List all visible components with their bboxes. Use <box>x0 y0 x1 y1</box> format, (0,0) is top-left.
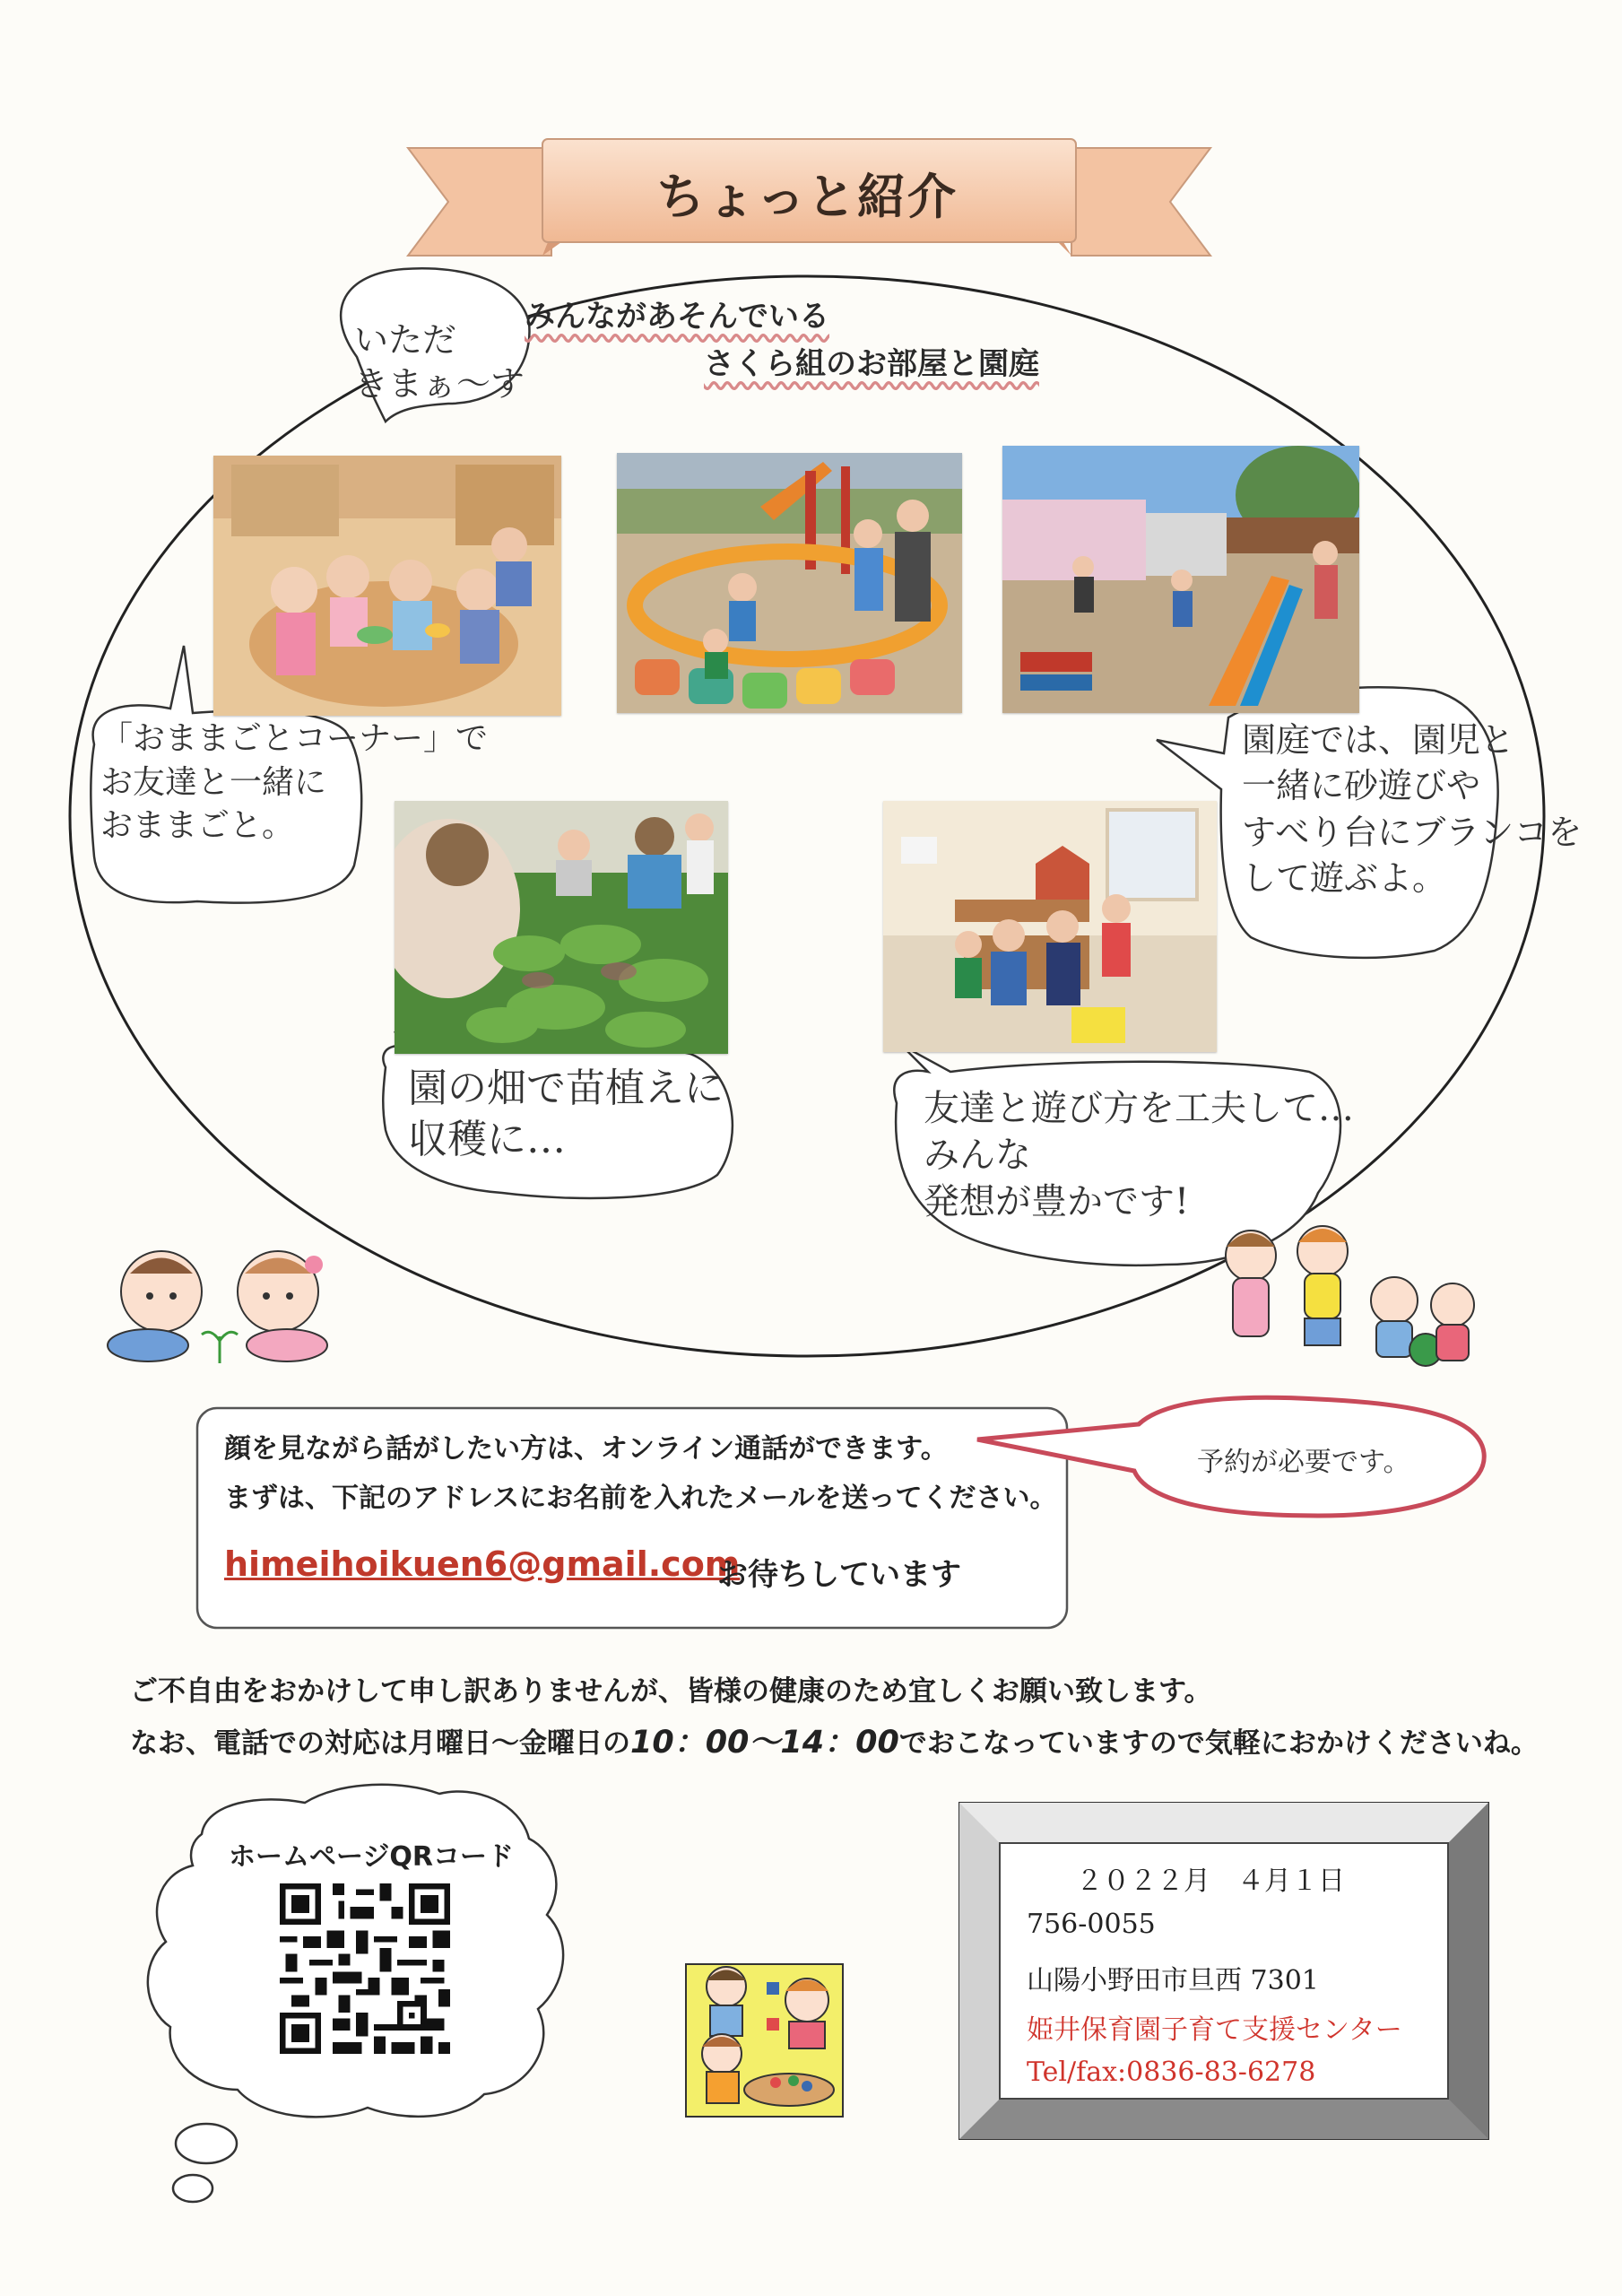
reservation-note: 予約が必要です。 <box>1197 1447 1410 1478</box>
notice-line-2-a: なお、電話での対応は月曜日～金曜日の <box>130 1727 630 1760</box>
await-text: お待ちしています <box>717 1557 961 1593</box>
online-info-line-2: まずは、下記のアドレスにお名前を入れたメールを送ってください。 <box>224 1483 1057 1514</box>
homepage-qr-code[interactable] <box>280 1883 450 2054</box>
notice-line-2 <box>130 1718 1539 1762</box>
kids-playing-illustration <box>1210 1215 1479 1372</box>
photo-playground <box>1002 446 1359 713</box>
intro-line-2: さくら組のお部屋と園庭 <box>704 346 1039 382</box>
photo-mamagoto-corner <box>213 456 561 716</box>
banner-title: ちょっと紹介 <box>656 168 958 225</box>
photo-classroom <box>883 801 1217 1052</box>
bubble-mamagoto-text: 「おままごとコーナー」で お友達と一緒に おままごと。 <box>100 720 489 845</box>
phone-hours: 10：00～14：00 <box>630 1725 899 1761</box>
photo-sandbox <box>617 453 962 713</box>
kids-table-illustration <box>681 1946 847 2121</box>
qr-label: ホームページQRコード <box>229 1841 515 1873</box>
issue-date: ２０２２月 ４月１日 <box>1076 1866 1345 1897</box>
organization-name: 姫井保育園子育て支援センター <box>1027 2014 1402 2046</box>
babies-illustration <box>94 1229 345 1372</box>
bubble-tomodachi-text: 友達と遊び方を工夫して… みんな 発想が豊かです! <box>924 1088 1354 1222</box>
tel-fax: Tel/fax:0836-83-6278 <box>1027 2057 1316 2088</box>
intro-line-1: みんながあそんでいる <box>525 299 829 335</box>
notice-line-2-b: でおこなっていますので気軽におかけくださいね。 <box>898 1727 1539 1760</box>
online-info-line-1: 顔を見ながら話がしたい方は、オンライン通話ができます。 <box>224 1433 948 1465</box>
street-address: 山陽小野田市旦西 7301 <box>1027 1965 1319 1996</box>
postal-code: 756-0055 <box>1027 1909 1156 1940</box>
contact-email-link[interactable]: himeihoikuen6@gmail.com <box>224 1544 741 1584</box>
bubble-entei-text: 園庭では、園児と 一緒に砂遊びや すべり台にブランコを して遊ぶよ。 <box>1242 720 1583 898</box>
bubble-hatake-text: 園の畑で苗植えに 収穫に… <box>408 1065 724 1163</box>
notice-line-1: ご不自由をおかけして申し訳ありませんが、皆様の健康のため宜しくお願い致します。 <box>130 1675 1212 1708</box>
bubble-itadakimasu-text: いただ きまぁ～す <box>354 320 525 404</box>
